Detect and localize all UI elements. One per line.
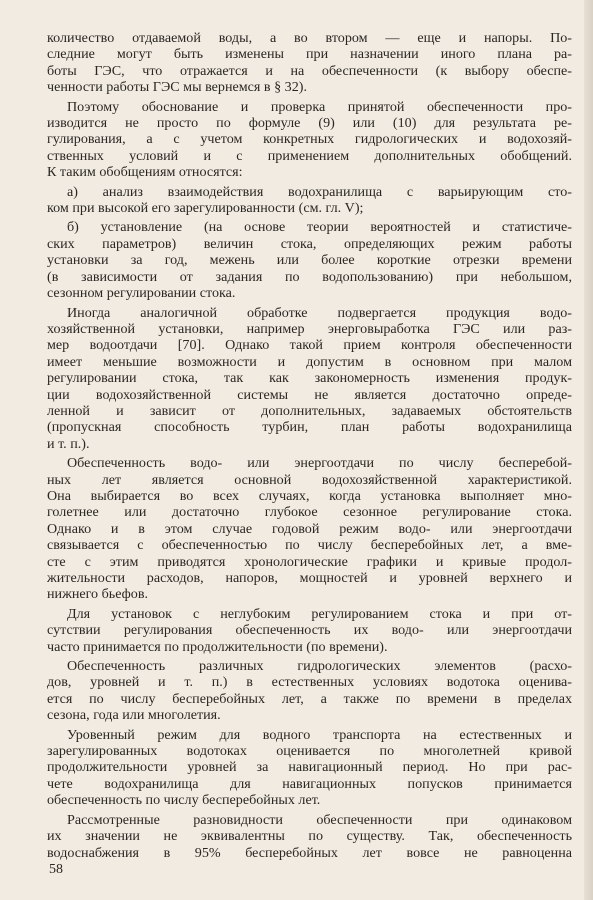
text-line: Иногда аналогичной обработке подвергается продукция водо-: [67, 304, 572, 321]
text-line: жительности расходов, напоров, мощностей и уровней верхнего и: [47, 570, 572, 586]
text-line: регулировании стока, так как закономерность изменения продук-: [47, 370, 572, 387]
text-line: продолжительности уровней за навигационный период. Но при рас-: [47, 759, 572, 776]
text-line: Для установок с неглубоким регулированием стока и при от-: [67, 605, 572, 622]
paragraph: [47, 216, 572, 301]
paragraph: [47, 181, 572, 217]
text-line: Она выбирается во всех случаях, когда установка выполняет мно-: [47, 487, 572, 504]
text-line: их значении не эквивалентны по существу. Так, обеспеченность: [47, 828, 572, 845]
text-line: б) установление (на основе теории вероятностей и статистиче-: [67, 219, 572, 236]
text-line: ется по числу бесперебойных лет, а также по времени в пределах: [47, 690, 572, 707]
paragraph: [47, 603, 572, 655]
text-line: Рассмотренные разновидности обеспеченности при одинаковом: [67, 811, 572, 828]
text-line: сезонном регулировании стока.: [47, 285, 236, 302]
text-line: обеспеченность по числу бесперебойных лет.: [47, 792, 321, 809]
text-line: изводится не просто по формуле (9) или (10) для результата ре-: [47, 115, 572, 132]
text-line: гулирования, а с учетом конкретных гидрологических и водохозяй-: [47, 131, 572, 148]
text-line: (пропускная способность турбин, план работы водохранилища: [47, 419, 572, 436]
paragraph: [47, 655, 572, 724]
text-line: нижнего бьефов.: [47, 586, 149, 603]
text-line: чете водохранилища для навигационных попусков принимается: [47, 775, 572, 792]
text-line: сте с этим приводятся хронологические графики и кривые продол-: [47, 553, 572, 570]
text-line: ции водохозяйственной системы не является достаточно опреде-: [47, 386, 572, 403]
page-edge: [584, 0, 593, 900]
text-line: К таким обобщениям относятся:: [47, 164, 243, 181]
text-line: ственных условий и с применением дополнительных обобщений.: [47, 147, 572, 164]
paragraph: [47, 452, 572, 603]
paragraph: [47, 30, 572, 96]
text-line: ком при высокой его зарегулированности (см. гл. V);: [47, 200, 364, 217]
paragraph: [47, 96, 572, 181]
text-line: сезона, года или многолетия.: [47, 707, 221, 724]
text-line: сутствии регулирования обеспеченность их водо- или энергоотдачи: [47, 622, 572, 639]
text-line: часто принимается по продолжительности (по времени).: [47, 638, 388, 655]
paragraph: [47, 302, 572, 453]
text-line: Обеспеченность различных гидрологических элементов (расхо-: [67, 658, 572, 675]
text-line: Однако и в этом случае годовой режим водо- или энергоотдачи: [47, 520, 572, 537]
text-line: ских параметров) величин стока, определяющих режим работы: [47, 235, 572, 252]
paragraph: [47, 809, 572, 861]
text-line: боты ГЭС, что отражается и на обеспеченности (к выбору обеспе-: [47, 62, 572, 79]
text-line: зарегулированных водотоках оценивается по многолетней кривой: [47, 743, 572, 760]
text-line: дов, уровней и т. п.) в естественных условиях водотока оценива-: [47, 674, 572, 691]
text-line: и т. п.).: [47, 435, 90, 452]
page-number: 58: [49, 862, 63, 877]
text-line: ченности работы ГЭС мы вернемся в § 32).: [47, 79, 307, 96]
text-line: Уровенный режим для водного транспорта на естественных и: [67, 726, 572, 743]
body-text: [47, 30, 572, 861]
text-line: ных лет является основной водохозяйственной характеристикой.: [47, 471, 572, 488]
text-line: хозяйственной установки, например энерговыработка ГЭС или раз-: [47, 320, 572, 337]
paragraph: [47, 724, 572, 809]
text-line: мер водоотдачи [70]. Однако такой прием контроля обеспеченности: [47, 337, 572, 354]
text-line: водоснабжения в 95% бесперебойных лет вовсе не равноценна: [47, 844, 572, 861]
text-line: имеет меньшие возможности и допустим в основном при малом: [47, 353, 572, 370]
text-line: количество отдаваемой воды, а во втором — еще и напоры. По-: [47, 30, 572, 46]
text-line: Обеспеченность водо- или энергоотдачи по числу бесперебой-: [67, 455, 572, 472]
text-line: установки за год, межень или более короткие отрезки времени: [47, 252, 572, 269]
text-line: а) анализ взаимодействия водохранилища с варьирующим сто-: [67, 183, 572, 200]
text-line: (в зависимости от задания по водопользованию) при небольшом,: [47, 268, 572, 285]
text-line: следние могут быть изменены при назначении иного плана ра-: [47, 46, 572, 63]
text-line: связывается с обеспеченностью по числу бесперебойных лет, а вме-: [47, 537, 572, 554]
text-line: Поэтому обоснование и проверка принятой обеспеченности про-: [67, 98, 572, 115]
text-line: голетнее или достаточно глубокое сезонное регулирование стока.: [47, 504, 572, 521]
text-line: ленной и зависит от дополнительных, задаваемых обстоятельств: [47, 402, 572, 419]
